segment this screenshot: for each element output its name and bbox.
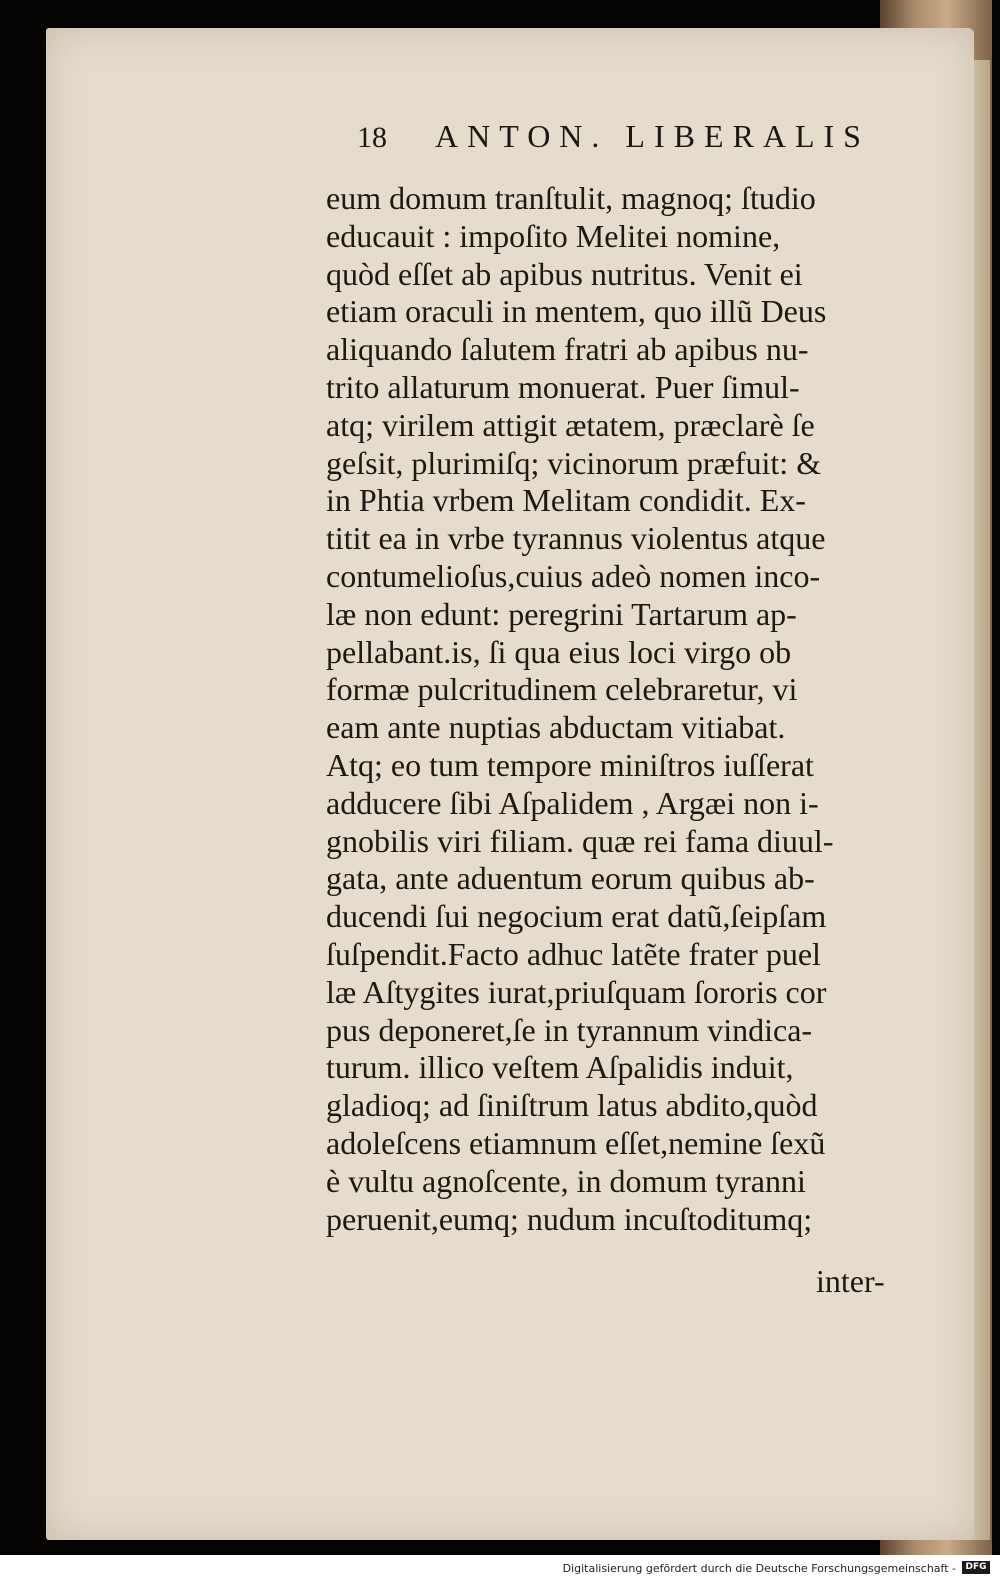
running-head: ANTON. LIBERALIS bbox=[435, 118, 870, 154]
page-header bbox=[357, 118, 917, 178]
text-line: ſuſpendit.Facto adhuc latẽte frater puel bbox=[326, 935, 821, 972]
text-line: pellabant.is, ſi qua eius loci virgo ob bbox=[326, 633, 792, 670]
text-line: pus deponeret,ſe in tyrannum vindica- bbox=[326, 1011, 813, 1048]
text-line: gata, ante aduentum eorum quibus ab- bbox=[326, 860, 815, 897]
text-line: è vultu agnoſcente, in domum tyranni bbox=[326, 1162, 806, 1199]
text-line: contumelioſus,cuius adeò nomen inco- bbox=[326, 557, 821, 594]
text-line: aliquando ſalutem fratri ab apibus nu- bbox=[326, 331, 809, 368]
text-line: educauit : impoſito Melitei nomine, bbox=[326, 217, 781, 254]
page-number: 18 bbox=[357, 121, 387, 154]
text-line: formæ pulcritudinem celebraretur, vi bbox=[326, 671, 798, 708]
text-line: peruenit,eumq; nudum incuſtoditumq; bbox=[326, 1200, 813, 1237]
text-line: adoleſcens etiamnum eſſet,nemine ſexũ bbox=[326, 1124, 826, 1161]
text-line: adducere ſibi Aſpalidem , Argæi non i- bbox=[326, 784, 819, 821]
text-line: læ Aſtygites iurat,priuſquam ſororis cor bbox=[326, 973, 827, 1010]
text-line: gnobilis viri filiam. quæ rei fama diuul- bbox=[326, 822, 834, 859]
text-line: in Phtia vrbem Melitam condidit. Ex- bbox=[326, 482, 806, 519]
text-line: læ non edunt: peregrini Tartarum ap- bbox=[326, 595, 797, 632]
text-line: gladioq; ad ſiniſtrum latus abdito,quòd bbox=[326, 1087, 818, 1124]
text-line: turum. illico veſtem Aſpalidis induit, bbox=[326, 1049, 794, 1086]
text-line: titit ea in vrbe tyrannus violentus atque bbox=[326, 520, 826, 557]
text-line: trito allaturum monuerat. Puer ſimul- bbox=[326, 368, 800, 405]
dfg-logo: DFG bbox=[962, 1561, 990, 1574]
text-line: quòd eſſet ab apibus nutritus. Venit ei bbox=[326, 255, 803, 292]
footer-credit: Digitalisierung gefördert durch die Deutsche Forschungsgemeinschaft - bbox=[562, 1562, 956, 1575]
text-line: ducendi ſui negocium erat datũ,ſeipſam bbox=[326, 898, 827, 935]
text-line: Atq; eo tum tempore miniſtros iuſſerat bbox=[326, 746, 814, 783]
text-line: etiam oraculi in mentem, quo illũ Deus bbox=[326, 293, 827, 330]
text-line: geſsit, plurimiſq; vicinorum præfuit: & bbox=[326, 444, 822, 481]
text-line: eam ante nuptias abductam vitiabat. bbox=[326, 709, 786, 746]
body-text bbox=[326, 180, 946, 1238]
text-line: atq; virilem attigit ætatem, præclarè ſe bbox=[326, 406, 815, 443]
catchword: inter- bbox=[816, 1263, 885, 1299]
text-line: eum domum tranſtulit, magnoq; ſtudio bbox=[326, 180, 816, 216]
